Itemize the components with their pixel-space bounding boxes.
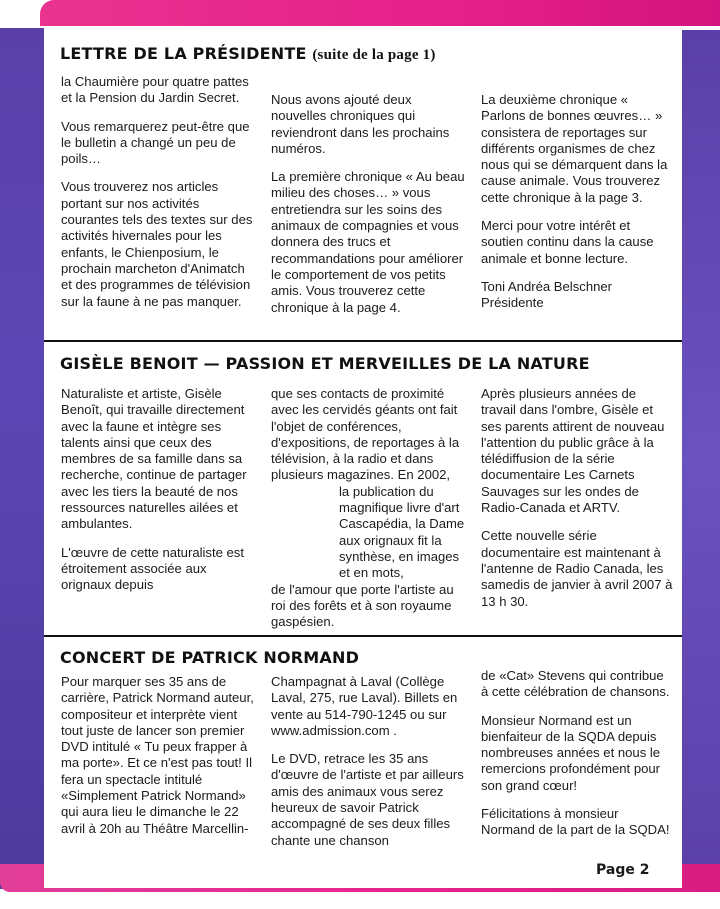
paragraph: de l'amour que porte l'artiste au roi des forêts et à son royaume gaspésien. (271, 581, 454, 630)
paragraph-indented: la publication du magnifique livre d'art Cascapédia, la Dame aux orignaux fit la synthèse, en images et en mots, (339, 483, 465, 581)
president-column-3 (481, 92, 673, 312)
right-border-band (682, 30, 720, 892)
president-title-text: LETTRE DE LA PRÉSIDENTE (60, 44, 307, 63)
paragraph: Naturaliste et artiste, Gisèle Benoît, qui travaille directement avec la faune et intègre ses talents ainsi que ceux des membres de sa famille dans sa recherche, continue de partager avec les tiers la beauté de nos ressources naturelles ailées et ambulantes. (61, 386, 247, 532)
paragraph: La première chronique « Au beau milieu des choses… » vous entretiendra sur les soins des animaux de compagnies et vous donnera des trucs et recommandations pour améliorer le comportement de vos petits amis. Vous trouverez cette chronique à la page 4. (271, 169, 465, 315)
benoit-section (44, 342, 682, 642)
president-column-1 (61, 74, 257, 322)
signature (481, 279, 673, 312)
concert-column-1 (61, 674, 257, 849)
left-border-band (0, 28, 44, 889)
paragraph: Nous avons ajouté deux nouvelles chroniques qui reviendront dans les prochains numéros. (271, 92, 450, 156)
section-divider (44, 635, 682, 637)
benoit-column-1 (61, 386, 257, 606)
paragraph: Le DVD, retrace les 35 ans d'œuvre de l'artiste et par ailleurs amis des animaux vous serez heureux de savoir Patrick accompagné de ses deux filles chante une chanson (271, 751, 464, 848)
paragraph: Cette nouvelle série documentaire est maintenant à l'antenne de Radio Canada, les samedis de janvier à avril 2007 à 13 h 30. (481, 528, 673, 609)
paragraph: Vous trouverez nos articles portant sur nos activités courantes tels des textes sur des activités hivernales pour les enfants, le Chienposium, le prochain marcheton d'Animatch et des programmes de télévision sur la faune à ne pas manquer. (61, 179, 253, 309)
newsletter-page (44, 26, 682, 888)
paragraph: Merci pour votre intérêt et soutien continu dans la cause animale et bonne lecture. (481, 218, 654, 266)
paragraph: La deuxième chronique « Parlons de bonnes œuvres… » consistera de reportages sur différents organismes de chez nous qui se démarquent dans la cause animale. Vous trouverez cette chronique à la page 3. (481, 92, 668, 205)
signature-name: Toni Andréa Belschner (481, 278, 613, 294)
president-letter-section (44, 26, 682, 342)
concert-title: CONCERT DE PATRICK NORMAND (60, 648, 360, 667)
paragraph: de «Cat» Stevens qui contribue à cette célébration de chansons. (481, 668, 670, 700)
president-letter-title (60, 44, 436, 64)
paragraph: Félicitations à monsieur Normand de la part de la SQDA! (481, 806, 670, 838)
top-border-band (40, 0, 720, 26)
paragraph: Champagnat à Laval (Collège Laval, 275, rue Laval). Billets en vente au 514-790-1245 ou sur www.admission.com . (271, 674, 458, 738)
president-column-2 (271, 92, 467, 328)
benoit-column-2 (271, 386, 467, 642)
paragraph: Vous remarquerez peut-être que le bulletin a changé un peu de poils… (61, 118, 250, 167)
concert-section (44, 638, 682, 888)
paragraph: Après plusieurs années de travail dans l'ombre, Gisèle et ses parents attirent de nouveau l'attention du public grâce à la télédiffusion de la série documentaire Les Carnets Sauvages sur les ondes de Radio-Canada et ARTV. (481, 386, 665, 516)
president-subtitle: (suite de la page 1) (312, 47, 436, 63)
paragraph: Monsieur Normand est un bienfaiteur de la SQDA depuis nombreuses années et nous le remercions profondément pour son grand cœur! (481, 712, 661, 793)
benoit-title: GISÈLE BENOIT — PASSION ET MERVEILLES DE LA NATURE (60, 354, 590, 373)
paragraph: que ses contacts de proximité avec les cervidés géants ont fait l'objet de conférences, d'expositions, de reportages à la télévision, à la radio et dans plusieurs magazines. En 2002, (271, 386, 460, 483)
signature-role: Présidente (481, 295, 544, 311)
concert-column-3 (481, 668, 673, 851)
benoit-column-3 (481, 386, 673, 622)
paragraph: L'œuvre de cette naturaliste est étroitement associée aux orignaux depuis (61, 544, 244, 593)
paragraph: la Chaumière pour quatre pattes et la Pension du Jardin Secret. (61, 74, 249, 106)
page-number: Page 2 (596, 862, 650, 878)
concert-column-2 (271, 674, 467, 861)
paragraph: Pour marquer ses 35 ans de carrière, Patrick Normand auteur, compositeur et interprète vient tout juste de lancer son premier DVD intitulé « Tu peux frapper à ma porte». Et ce n'est pas tout! Il fera un spectacle intitulé «Simplement Patrick Normand» qui aura lieu le dimanche le 22 avril à 20h au Théâtre Marcellin- (61, 674, 254, 836)
